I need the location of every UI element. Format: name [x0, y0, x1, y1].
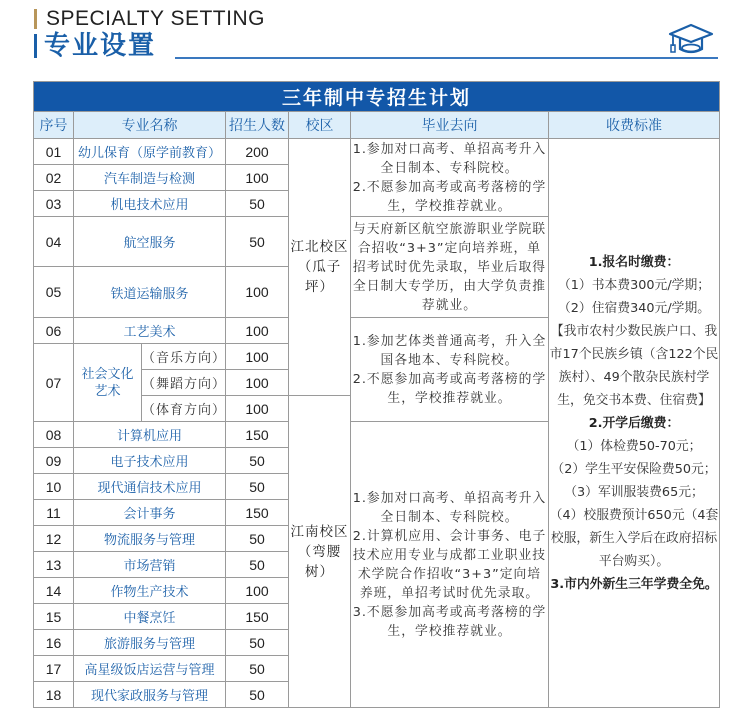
page-title: 专业设置	[44, 31, 157, 61]
enrollment-count: 50	[226, 191, 289, 217]
enrollment-count: 50	[226, 448, 289, 474]
major-name: 工艺美术	[74, 318, 226, 344]
major-direction: （音乐方向）	[142, 344, 226, 370]
row-number: 17	[34, 656, 74, 682]
major-name: 计算机应用	[74, 422, 226, 448]
enrollment-count: 50	[226, 656, 289, 682]
major-name: 社会文化 艺术	[74, 344, 142, 422]
row-number: 13	[34, 552, 74, 578]
fee-section-3: 3.市内外新生三年学费全免。	[550, 576, 718, 592]
enrollment-count: 50	[226, 474, 289, 500]
fee-exemption-note: 【我市农村少数民族户口、我市17个民族乡镇（含122个民族村）、49个散杂民族村学生，免交书本费、住宿费】	[549, 323, 719, 408]
enrollment-count: 100	[226, 370, 289, 396]
enrollment-count: 100	[226, 396, 289, 422]
major-name: 机电技术应用	[74, 191, 226, 217]
row-number: 11	[34, 500, 74, 526]
english-title: SPECIALTY SETTING	[46, 7, 265, 30]
enrollment-count: 50	[226, 526, 289, 552]
enrollment-plan-table	[33, 81, 720, 708]
major-name: 物流服务与管理	[74, 526, 226, 552]
row-number: 14	[34, 578, 74, 604]
major-name: 作物生产技术	[74, 578, 226, 604]
row-number: 08	[34, 422, 74, 448]
column-header-fees: 收费标准	[549, 112, 720, 139]
gold-accent-bar	[34, 9, 37, 29]
row-number: 01	[34, 139, 74, 165]
destination-cell: 1.参加对口高考、单招高考升入全日制本、专科院校。 2.不愿参加高考或高考落榜的学生，学校推荐就业。	[351, 139, 549, 217]
major-name: 中餐烹饪	[74, 604, 226, 630]
destination-cell: 与天府新区航空旅游职业学院联合招收“3+3”定向培养班，单招考试时优先录取，毕业后取得全日制大专学历，由大学负责推荐就业。	[351, 217, 549, 318]
major-name: 高星级饭店运营与管理	[74, 656, 226, 682]
enrollment-count: 150	[226, 500, 289, 526]
column-header-campus: 校区	[289, 112, 351, 139]
row-number: 16	[34, 630, 74, 656]
major-direction: （体育方向）	[142, 396, 226, 422]
row-number: 07	[34, 344, 74, 422]
campus-jiangnan: 江南校区 （弯腰树）	[289, 396, 351, 708]
enrollment-count: 50	[226, 682, 289, 708]
enrollment-count: 50	[226, 552, 289, 578]
enrollment-count: 200	[226, 139, 289, 165]
row-number: 18	[34, 682, 74, 708]
row-number: 02	[34, 165, 74, 191]
column-header-destination: 毕业去向	[351, 112, 549, 139]
enrollment-count: 100	[226, 267, 289, 318]
table-title: 三年制中专招生计划	[34, 82, 720, 112]
table-row	[34, 139, 720, 165]
row-number: 09	[34, 448, 74, 474]
major-name: 现代家政服务与管理	[74, 682, 226, 708]
enrollment-count: 50	[226, 630, 289, 656]
row-number: 10	[34, 474, 74, 500]
column-header-no: 序号	[34, 112, 74, 139]
destination-cell: 1.参加艺体类普通高考，升入全国各地本、专科院校。 2.不愿参加高考或高考落榜的学生，学校推荐就业。	[351, 318, 549, 422]
row-number: 04	[34, 217, 74, 267]
major-name: 市场营销	[74, 552, 226, 578]
column-header-major: 专业名称	[74, 112, 226, 139]
major-name: 汽车制造与检测	[74, 165, 226, 191]
major-direction: （舞蹈方向）	[142, 370, 226, 396]
major-name: 会计事务	[74, 500, 226, 526]
row-number: 15	[34, 604, 74, 630]
graduation-cap-icon	[668, 22, 714, 56]
fee-section-1-title: 1.报名时缴费：	[588, 254, 680, 270]
campus-jiangbei: 江北校区 （瓜子坪）	[289, 139, 351, 396]
destination-cell: 1.参加对口高考、单招高考升入全日制本、专科院校。 2.计算机应用、会计事务、电子技术应用专业与成都工业职业技术学院合作招收“3+3”定向培养班，单招考试时优先录取。 3.不愿参加高考或高考落榜的学生，学校推荐就业。	[351, 422, 549, 708]
row-number: 05	[34, 267, 74, 318]
enrollment-count: 100	[226, 318, 289, 344]
fee-section-2-title: 2.开学后缴费：	[588, 415, 680, 431]
row-number: 06	[34, 318, 74, 344]
major-name: 旅游服务与管理	[74, 630, 226, 656]
enrollment-count: 150	[226, 604, 289, 630]
blue-accent-bar	[34, 34, 37, 58]
major-name: 航空服务	[74, 217, 226, 267]
major-name: 现代通信技术应用	[74, 474, 226, 500]
enrollment-count: 150	[226, 422, 289, 448]
enrollment-count: 100	[226, 344, 289, 370]
page-header	[0, 0, 747, 70]
row-number: 03	[34, 191, 74, 217]
fee-standard-cell: 1.报名时缴费： （1）书本费300元/学期； （2）住宿费340元/学期。 【我市农村少数民族户口、我市17个民族乡镇（含122个民族村）、49个散杂民族村学生，免交书本费、住宿费】 2.开学后缴费： （1）体检费50-70元； （2）学生平安保险费50元； （3）军训服装费65元； （4）校服费预计650元（4套校服，新生入学后在政府招标平台购买）。 3.市内外新生三年学费全免。	[549, 139, 720, 708]
enrollment-count: 50	[226, 217, 289, 267]
enrollment-count: 100	[226, 165, 289, 191]
header-divider	[175, 57, 718, 59]
column-header-count: 招生人数	[226, 112, 289, 139]
major-name: 电子技术应用	[74, 448, 226, 474]
major-name: 幼儿保育（原学前教育）	[74, 139, 226, 165]
row-number: 12	[34, 526, 74, 552]
major-name: 铁道运输服务	[74, 267, 226, 318]
enrollment-count: 100	[226, 578, 289, 604]
